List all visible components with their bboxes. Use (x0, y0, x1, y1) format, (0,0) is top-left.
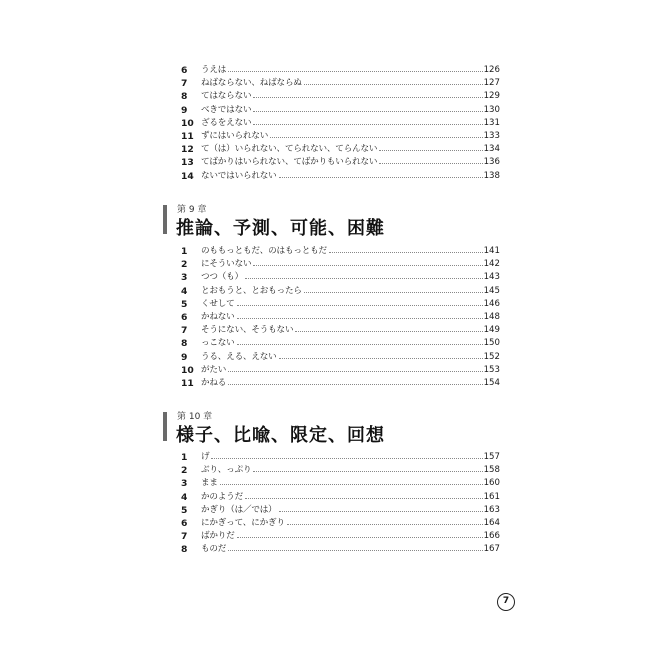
chapter-10-title: 様子、比喩、限定、回想 (176, 425, 385, 446)
dot-leader (237, 305, 483, 306)
toc-entry-page: 134 (483, 144, 500, 155)
toc-entry (181, 117, 500, 130)
toc-entry-title: かねない (201, 311, 235, 322)
toc-entry-page: 167 (483, 544, 500, 555)
toc-entry-title: とおもうと、とおもったら (201, 285, 302, 296)
toc-entry (181, 543, 500, 556)
toc-entry (181, 351, 500, 364)
toc-entry-page: 154 (483, 377, 500, 388)
toc-entry (181, 156, 500, 169)
toc-entry-title: かぎり（は／では） (201, 504, 277, 515)
dot-leader (253, 265, 482, 266)
toc-entry-page: 149 (483, 325, 500, 336)
dot-leader (379, 150, 482, 151)
toc-entry-title: にかぎって、にかぎり (201, 517, 285, 528)
toc-entry (181, 477, 500, 490)
toc-entry (181, 285, 500, 298)
toc-entry-number: 5 (181, 504, 188, 516)
toc-entry (181, 143, 500, 156)
dot-leader (245, 278, 483, 279)
dot-leader (270, 137, 482, 138)
toc-entry (181, 324, 500, 337)
dot-leader (228, 384, 482, 385)
toc-entry-number: 3 (181, 272, 188, 284)
toc-entry-number: 11 (181, 130, 194, 142)
toc-entry-page: 143 (483, 272, 500, 283)
toc-entry-number: 5 (181, 298, 188, 310)
dot-leader (228, 550, 482, 551)
toc-entry (181, 464, 500, 477)
toc-entry-page: 161 (483, 491, 500, 502)
toc-entry-title: ものだ (201, 544, 227, 555)
toc-entry-number: 10 (181, 364, 194, 376)
chapter-9-label: 第 9 章 (177, 205, 207, 215)
toc-list-continued (181, 64, 500, 183)
dot-leader (253, 471, 482, 472)
dot-leader (245, 498, 483, 499)
dot-leader (379, 163, 482, 164)
toc-entry-page: 163 (483, 504, 500, 515)
toc-entry-title: てはならない (201, 91, 252, 102)
chapter-10-bar (163, 412, 167, 441)
toc-entry-page: 153 (483, 364, 500, 375)
toc-entry-number: 9 (181, 104, 188, 116)
toc-entry-title: うる、える、えない (201, 351, 277, 362)
dot-leader (295, 331, 482, 332)
toc-entry (181, 245, 500, 258)
toc-entry-number: 1 (181, 452, 188, 463)
toc-entry-title: ずにはいられない (201, 130, 269, 141)
dot-leader (329, 252, 483, 253)
toc-entry-page: 146 (483, 298, 500, 309)
toc-entry-page: 138 (483, 170, 500, 181)
toc-entry-title: そうにない、そうもない (201, 325, 294, 336)
toc-entry-title: のももっともだ、のはもっともだ (201, 246, 327, 256)
page-number: 7 (497, 593, 515, 611)
toc-entry-page: 158 (483, 465, 500, 476)
toc-entry-title: てばかりはいられない、てばかりもいられない (201, 157, 378, 168)
toc-entry (181, 337, 500, 350)
toc-entry (181, 258, 500, 271)
dot-leader (304, 292, 483, 293)
dot-leader (253, 111, 482, 112)
dot-leader (237, 344, 483, 345)
toc-entry-title: べきではない (201, 104, 252, 115)
toc-entry-number: 12 (181, 144, 194, 156)
toc-entry-page: 130 (483, 104, 500, 115)
dot-leader (279, 358, 483, 359)
toc-entry-number: 11 (181, 377, 194, 389)
toc-entry-title: まま (201, 478, 218, 489)
dot-leader (228, 371, 482, 372)
toc-entry (181, 271, 500, 284)
dot-leader (279, 511, 483, 512)
toc-entry (181, 104, 500, 117)
toc-entry-page: 150 (483, 338, 500, 349)
toc-entry-page: 164 (483, 517, 500, 528)
toc-entry-title: くせして (201, 298, 235, 309)
dot-leader (228, 71, 482, 72)
toc-entry (181, 311, 500, 324)
chapter-9-title: 推論、予測、可能、困難 (176, 218, 385, 239)
toc-list-chapter-10 (181, 451, 500, 557)
toc-entry-title: かねる (201, 377, 227, 388)
toc-entry-page: 152 (483, 351, 500, 362)
toc-entry-page: 131 (483, 117, 500, 128)
toc-entry-number: 3 (181, 478, 188, 490)
toc-entry-number: 4 (181, 285, 188, 297)
toc-entry-title: て（は）いられない、てられない、てらんない (201, 144, 378, 155)
toc-entry (181, 530, 500, 543)
toc-entry-number: 8 (181, 338, 188, 350)
toc-entry-page: 157 (483, 452, 500, 462)
toc-entry-number: 1 (181, 246, 188, 257)
toc-entry-title: にそういない (201, 259, 252, 270)
toc-entry-title: ねばならない、ねばならぬ (201, 78, 302, 89)
toc-entry (181, 491, 500, 504)
dot-leader (287, 524, 483, 525)
chapter-10-label: 第 10 章 (177, 412, 213, 422)
toc-entry (181, 298, 500, 311)
toc-entry-title: っこない (201, 338, 235, 349)
toc-entry (181, 170, 500, 183)
toc-entry-page: 142 (483, 259, 500, 270)
toc-entry-page: 148 (483, 311, 500, 322)
toc-entry-number: 10 (181, 117, 194, 129)
toc-entry-title: ざるをえない (201, 117, 252, 128)
dot-leader (237, 318, 483, 319)
toc-entry-number: 6 (181, 311, 188, 323)
toc-entry-number: 9 (181, 351, 188, 363)
dot-leader (211, 458, 482, 459)
toc-entry (181, 377, 500, 390)
toc-entry-number: 8 (181, 91, 188, 103)
toc-entry-title: げ (201, 452, 210, 462)
toc-entry-title: がたい (201, 364, 227, 375)
toc-entry-number: 6 (181, 517, 188, 529)
toc-entry-title: かのようだ (201, 491, 243, 502)
toc-entry-title: ないではいられない (201, 170, 277, 181)
toc-entry-page: 129 (483, 91, 500, 102)
toc-entry (181, 130, 500, 143)
toc-entry (181, 77, 500, 90)
toc-entry-title: ぶり、っぷり (201, 465, 252, 476)
toc-entry (181, 90, 500, 103)
toc-entry-page: 127 (483, 78, 500, 89)
toc-entry-title: うえは (201, 65, 227, 75)
toc-entry (181, 451, 500, 464)
dot-leader (304, 84, 483, 85)
toc-entry (181, 504, 500, 517)
dot-leader (220, 484, 483, 485)
toc-entry (181, 364, 500, 377)
toc-entry-page: 145 (483, 285, 500, 296)
toc-entry-number: 7 (181, 531, 188, 543)
toc-entry-number: 7 (181, 325, 188, 337)
toc-entry-number: 2 (181, 465, 188, 477)
toc-entry-number: 8 (181, 544, 188, 556)
chapter-9-bar (163, 205, 167, 234)
toc-list-chapter-9 (181, 245, 500, 390)
dot-leader (279, 177, 483, 178)
toc-entry-page: 126 (483, 65, 500, 75)
toc-entry-page: 166 (483, 531, 500, 542)
toc-entry (181, 64, 500, 77)
dot-leader (253, 97, 482, 98)
toc-entry-title: ばかりだ (201, 531, 235, 542)
toc-entry-number: 4 (181, 491, 188, 503)
toc-entry (181, 517, 500, 530)
toc-entry-page: 133 (483, 130, 500, 141)
dot-leader (253, 124, 482, 125)
toc-entry-number: 7 (181, 78, 188, 90)
toc-entry-page: 141 (483, 246, 500, 256)
toc-entry-page: 160 (483, 478, 500, 489)
toc-entry-number: 14 (181, 170, 194, 182)
toc-entry-number: 6 (181, 65, 188, 76)
toc-entry-number: 2 (181, 259, 188, 271)
toc-entry-page: 136 (483, 157, 500, 168)
dot-leader (237, 537, 483, 538)
toc-entry-number: 13 (181, 157, 194, 169)
toc-entry-title: つつ（も） (201, 272, 243, 283)
